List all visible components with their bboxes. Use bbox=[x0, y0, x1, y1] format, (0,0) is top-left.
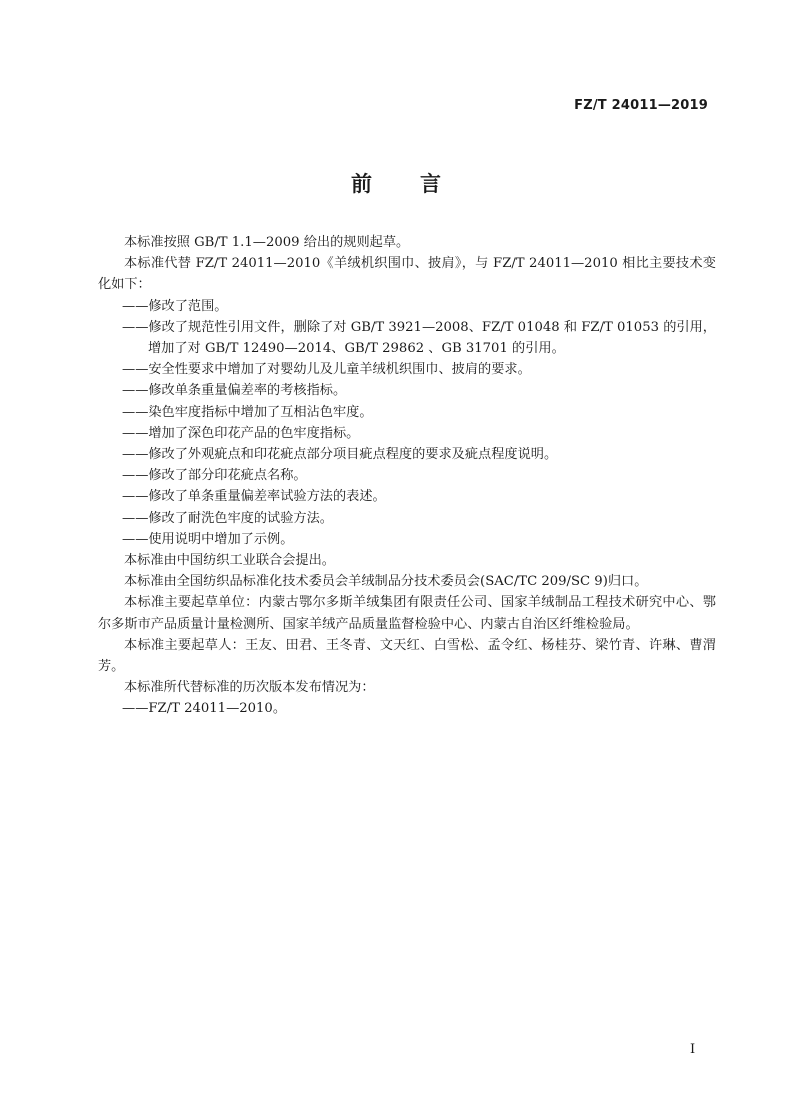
change-list-item: ——使用说明中增加了示例。 bbox=[122, 531, 294, 547]
body-paragraph: 本标准代替 FZ/T 24011—2010《羊绒机织围巾、披肩》，与 FZ/T 24011—2010 相比主要技术变化如下： bbox=[98, 256, 716, 293]
page-title: 前言 bbox=[351, 172, 489, 196]
body-paragraph: 本标准所代替标准的历次版本发布情况为： bbox=[124, 680, 375, 696]
change-list-item: ——修改了范围。 bbox=[122, 298, 228, 314]
change-list-item: ——增加了深色印花产品的色牢度指标。 bbox=[122, 425, 360, 441]
change-list-item: ——修改单条重量偏差率的考核指标。 bbox=[122, 383, 347, 399]
change-list-item: ——染色牢度指标中增加了互相沾色牢度。 bbox=[122, 404, 373, 420]
body-paragraph: 本标准主要起草单位：内蒙古鄂尔多斯羊绒集团有限责任公司、国家羊绒制品工程技术研究中心、鄂尔多斯市产品质量计量检测所、国家羊绒产品质量监督检验中心、内蒙古自治区纤维检验局。 bbox=[98, 595, 716, 632]
change-list-item: ——FZ/T 24011—2010。 bbox=[122, 701, 287, 717]
foreword-body bbox=[98, 232, 716, 720]
change-list-item: ——修改了外观疵点和印花疵点部分项目疵点程度的要求及疵点程度说明。 bbox=[122, 447, 558, 463]
body-paragraph: 本标准按照 GB/T 1.1—2009 给出的规则起草。 bbox=[124, 235, 410, 250]
body-paragraph: 本标准由中国纺织工业联合会提出。 bbox=[124, 553, 335, 569]
change-list-item: ——修改了规范性引用文件，删除了对 GB/T 3921—2008、FZ/T 01048 和 FZ/T 01053 的引用，增加了对 GB/T 12490—2014、GB/T 29862 、GB 31701 的引用。 bbox=[122, 319, 716, 357]
change-list-item: ——修改了耐洗色牢度的试验方法。 bbox=[122, 510, 333, 526]
standard-number: FZ/T 24011—2019 bbox=[574, 98, 708, 113]
change-list-item: ——安全性要求中增加了对婴幼儿及儿童羊绒机织围巾、披肩的要求。 bbox=[122, 362, 531, 378]
body-paragraph: 本标准主要起草人：王友、田君、王冬青、文天红、白雪松、孟令红、杨桂芬、梁竹青、许琳、曹渭芳。 bbox=[98, 637, 716, 675]
change-list-item: ——修改了部分印花疵点名称。 bbox=[122, 468, 307, 484]
change-list-item: ——修改了单条重量偏差率试验方法的表述。 bbox=[122, 489, 386, 505]
page-number: I bbox=[690, 1042, 696, 1057]
body-paragraph: 本标准由全国纺织品标准化技术委员会羊绒制品分技术委员会(SAC/TC 209/SC 9)归口。 bbox=[124, 574, 648, 590]
